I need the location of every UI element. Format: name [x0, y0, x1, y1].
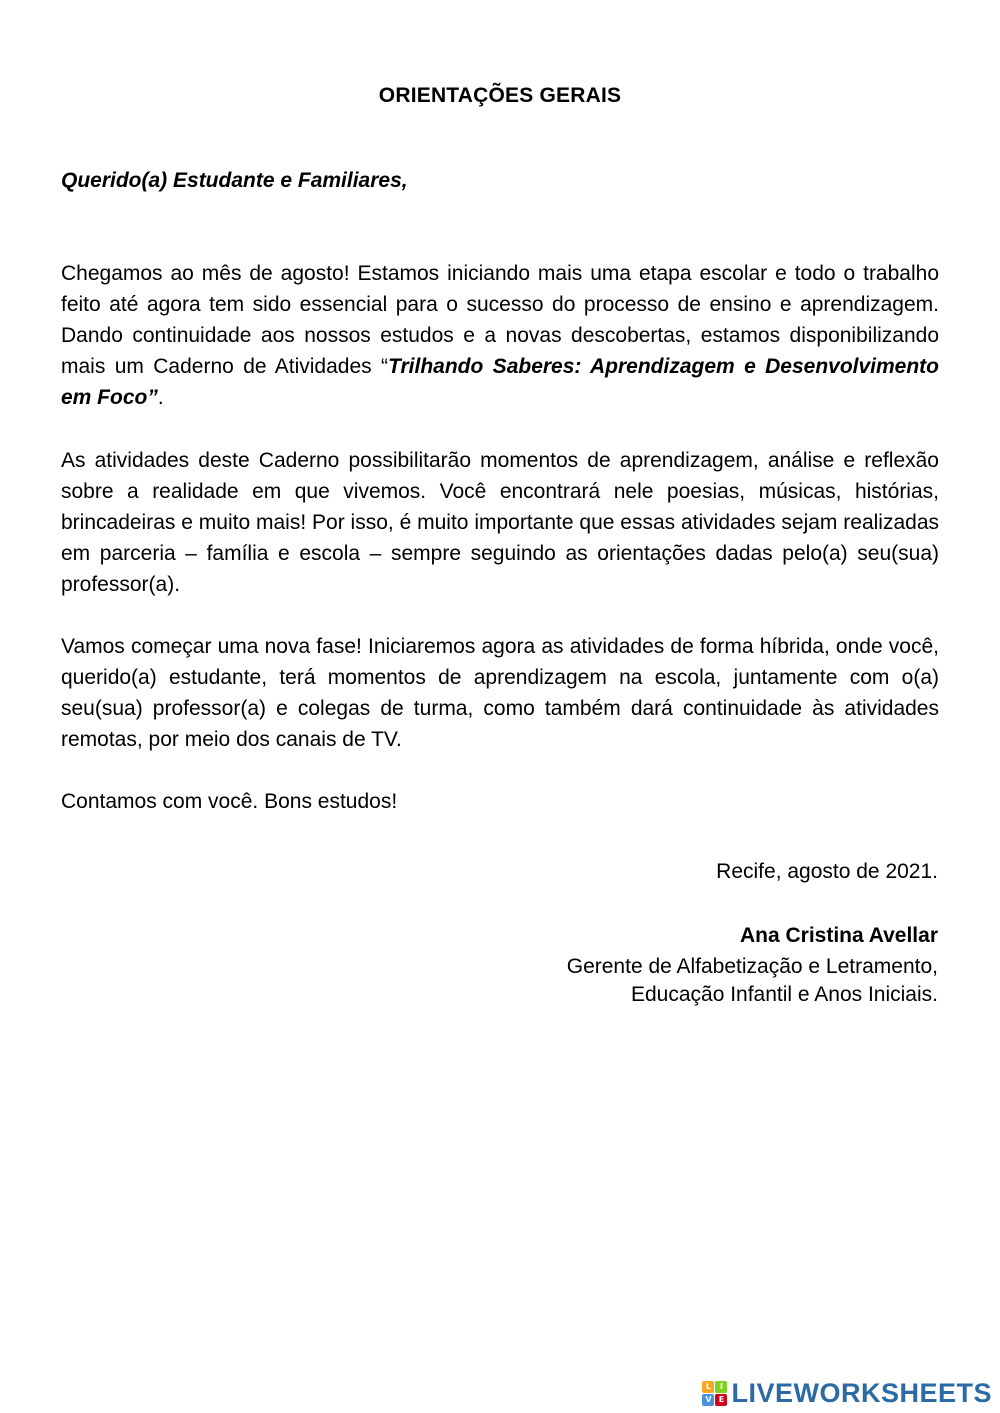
logo-mark-tile: I: [715, 1381, 727, 1393]
paragraph-closing: Contamos com você. Bons estudos!: [61, 790, 398, 813]
signer-role-line2: Educação Infantil e Anos Iniciais.: [630, 983, 938, 1006]
notebook-title: Trilhando Saberes: Aprendizagem e Desenvolvimento em Foco”: [61, 355, 940, 409]
logo-text: LIVEWORKSHEETS: [731, 1378, 992, 1408]
logo-mark-tile: V: [702, 1394, 714, 1406]
paragraph-intro-end: .: [157, 386, 164, 409]
logo-mark-tile: E: [715, 1394, 727, 1406]
signer-role-line1: Gerente de Alfabetização e Letramento,: [566, 955, 938, 978]
paragraph-activities: As atividades deste Caderno possibilitarão momentos de aprendizagem, análise e reflexão sobre a realidade em que vivemos. Você encontrará nele poesias, músicas, histórias, brincadeiras e muito mais! Por isso, é muito importante que essas atividades sejam realizadas em parceria – família e escola – sempre seguindo as orientações dadas pelo(a) seu(sua) professor(a).: [61, 449, 939, 596]
paragraph-intro-text: Chegamos ao mês de agosto! Estamos iniciando mais uma etapa escolar e todo o trabalho feito até agora tem sido essencial para o sucesso do processo de ensino e aprendizagem. Dando continuidade aos nossos estudos e a novas descobertas, estamos disponibilizando mais um Caderno de Atividades “: [61, 262, 939, 378]
paragraph-hybrid: Vamos começar uma nova fase! Iniciaremos agora as atividades de forma híbrida, onde você, querido(a) estudante, terá momentos de aprendizagem na escola, juntamente com o(a) seu(sua) professor(a) e colegas de turma, como também dará continuidade às atividades remotas, por meio dos canais de TV.: [61, 635, 939, 751]
page-title: ORIENTAÇÕES GERAIS: [378, 84, 622, 107]
liveworksheets-logo: [702, 1378, 992, 1409]
greeting: Querido(a) Estudante e Familiares,: [61, 169, 408, 192]
signer-name: Ana Cristina Avellar: [739, 924, 938, 947]
place-date: Recife, agosto de 2021.: [716, 860, 938, 883]
logo-mark-tile: L: [702, 1381, 714, 1393]
paragraph-intro: [61, 258, 939, 413]
signer-role: [567, 953, 938, 1009]
logo-mark-icon: [702, 1381, 727, 1406]
